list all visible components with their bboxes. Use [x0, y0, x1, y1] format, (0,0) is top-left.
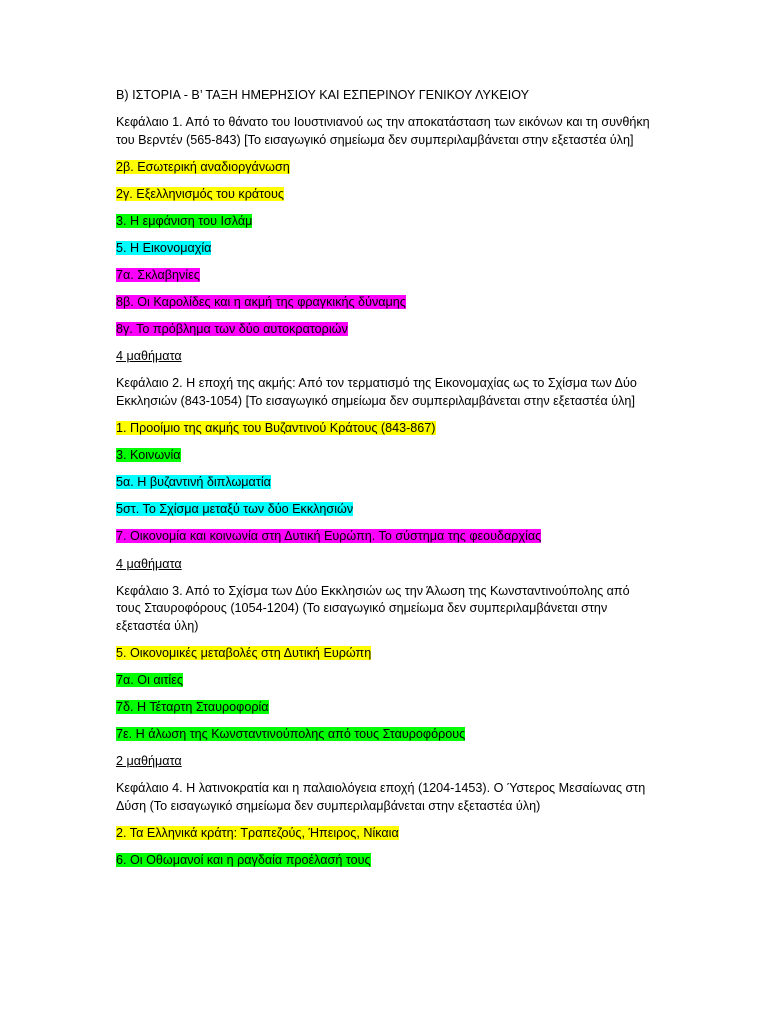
topic-item [116, 726, 656, 744]
highlighted-topic-text: 5. Η Εικονομαχία [116, 240, 212, 255]
document-heading: B) ΙΣΤΟΡΙΑ - Β’ ΤΑΞΗ ΗΜΕΡΗΣΙΟΥ ΚΑΙ ΕΣΠΕΡΙΝΟΥ ΓΕΝΙΚΟΥ ΛΥΚΕΙΟΥ [116, 88, 530, 102]
topic-item [116, 528, 656, 546]
topic-item [116, 267, 656, 285]
highlighted-topic-text: 3. Η εμφάνιση του Ισλάμ [116, 213, 253, 228]
highlighted-topic-text: 7. Οικονομία και κοινωνία στη Δυτική Ευρώπη. Το σύστημα της φεουδαρχίας [116, 529, 542, 544]
topic-item [116, 672, 656, 690]
highlighted-topic-text: 6. Οι Οθωμανοί και η ραγδαία προέλασή τους [116, 852, 371, 867]
topic-item [116, 501, 656, 519]
topic-item [116, 447, 656, 465]
highlighted-topic-text: 8β. Οι Καρολίδες και η ακμή της φραγκικής δύναμης [116, 295, 406, 310]
topic-item [116, 825, 656, 843]
highlighted-topic-text: 7ε. Η άλωση της Κωνσταντινούπολης από τους Σταυροφόρους [116, 726, 466, 741]
topic-item [116, 240, 656, 258]
topic-item [116, 474, 656, 492]
topic-item [116, 852, 656, 870]
highlighted-topic-text: 8γ. Το πρόβλημα των δύο αυτοκρατοριών [116, 322, 348, 337]
chapter-title: Κεφάλαιο 2. Η εποχή της ακμής: Από τον τερματισμό της Εικονομαχίας ως το Σχίσμα των Δύο Εκκλησιών (843-1054) [Το εισαγωγικό σημείωμα δεν συμπεριλαμβάνεται στην εξεταστέα ύλη] [116, 376, 637, 408]
topic-item [116, 699, 656, 717]
highlighted-topic-text: 5. Οικονομικές μεταβολές στη Δυτική Ευρώπη [116, 645, 372, 660]
document-page [116, 87, 656, 879]
chapter-title: Κεφάλαιο 3. Από το Σχίσμα των Δύο Εκκλησιών ως την Άλωση της Κωνσταντινούπολης από τους Σταυροφόρους (1054-1204) (Το εισαγωγικό σημείωμα δεν συμπεριλαμβάνεται στην εξεταστέα ύλη) [116, 583, 630, 633]
chapter-title: Κεφάλαιο 4. Η λατινοκρατία και η παλαιολόγεια εποχή (1204-1453). Ο Ύστερος Μεσαίωνας στη Δύση (Το εισαγωγικό σημείωμα δεν συμπεριλαμβάνεται στην εξεταστέα ύλη) [116, 781, 646, 813]
highlighted-topic-text: 2. Τα Ελληνικά κράτη: Τραπεζούς, Ήπειρος, Νίκαια [116, 825, 399, 840]
highlighted-topic-text: 7α. Σκλαβηνίες [116, 268, 200, 283]
lessons-count: 4 μαθήματα [116, 556, 182, 571]
topic-item [116, 213, 656, 231]
topic-item [116, 294, 656, 312]
highlighted-topic-text: 3. Κοινωνία [116, 448, 181, 463]
topic-item [116, 420, 656, 438]
highlighted-topic-text: 5στ. Το Σχίσμα μεταξύ των δύο Εκκλησιών [116, 502, 354, 517]
highlighted-topic-text: 7α. Οι αιτίες [116, 672, 183, 687]
topic-item [116, 645, 656, 663]
highlighted-topic-text: 5α. Η βυζαντινή διπλωματία [116, 475, 271, 490]
highlighted-topic-text: 2γ. Εξελληνισμός του κράτους [116, 186, 284, 201]
lessons-count-line [116, 348, 656, 366]
topic-item [116, 321, 656, 339]
highlighted-topic-text: 2β. Εσωτερική αναδιοργάνωση [116, 159, 290, 174]
highlighted-topic-text: 1. Προοίμιο της ακμής του Βυζαντινού Κράτους (843-867) [116, 421, 436, 436]
lessons-count-line [116, 753, 656, 771]
highlighted-topic-text: 7δ. Η Τέταρτη Σταυροφορία [116, 699, 269, 714]
chapters-container [116, 114, 656, 869]
lessons-count: 4 μαθήματα [116, 349, 182, 364]
lessons-count: 2 μαθήματα [116, 754, 182, 769]
lessons-count-line [116, 556, 656, 574]
topic-item [116, 159, 656, 177]
topic-item [116, 186, 656, 204]
chapter-title: Κεφάλαιο 1. Από το θάνατο του Ιουστινιανού ως την αποκατάσταση των εικόνων και τη συνθήκη του Βερντέν (565-843) [Το εισαγωγικό σημείωμα δεν συμπεριλαμβάνεται στην εξεταστέα ύλη] [116, 115, 650, 147]
